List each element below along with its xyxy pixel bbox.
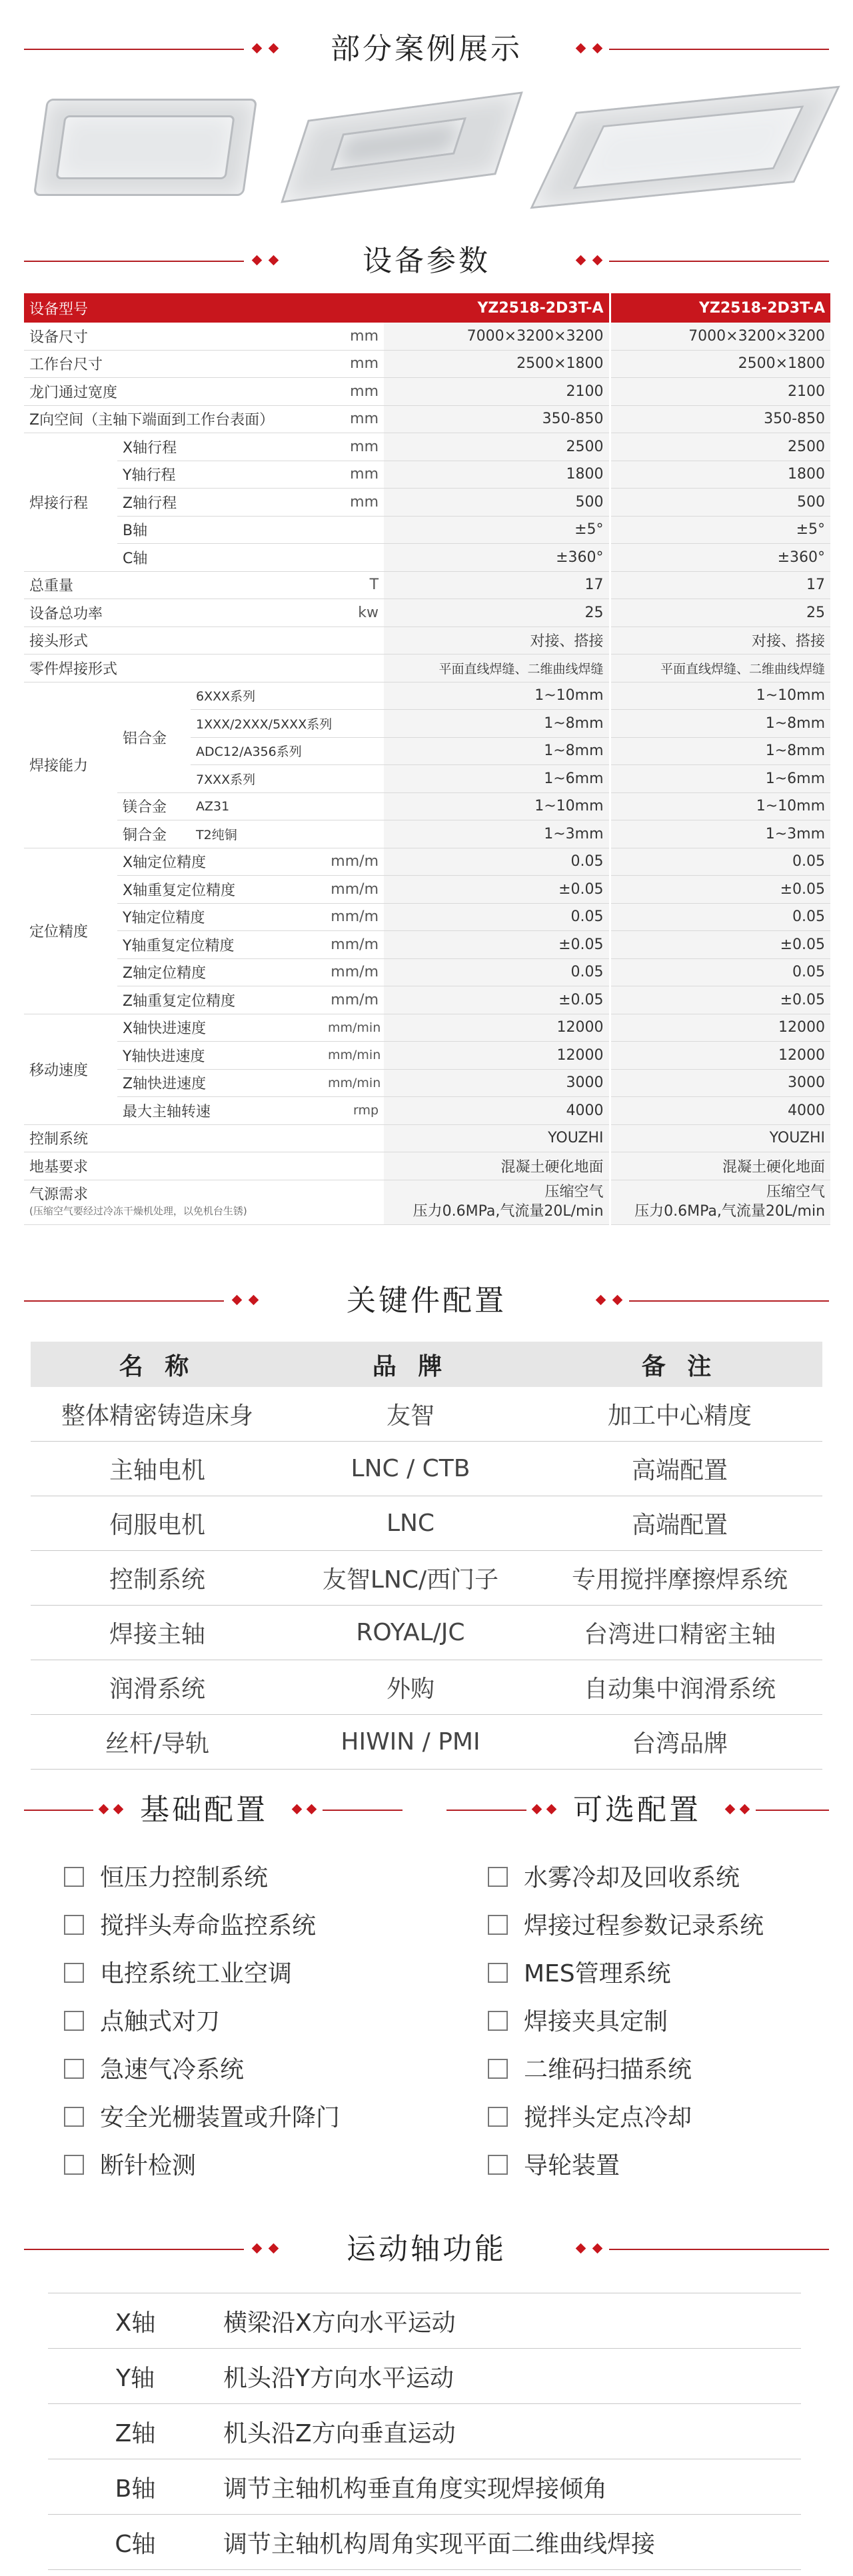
table-row (24, 433, 830, 461)
table-row (24, 350, 830, 378)
cell-note: 专用搅拌摩擦焊系统 (537, 1551, 822, 1606)
row-value-1: 平面直线焊缝、二维曲线焊缝 (384, 654, 610, 682)
row-label: 6XXX系列 (191, 682, 384, 710)
row-value-1: 1~10mm (384, 792, 610, 820)
cell-name: 丝杆/导轨 (31, 1715, 284, 1770)
row-value-1: 12000 (384, 1014, 610, 1042)
row-label: X轴行程 (117, 433, 323, 461)
case-photo-3 (546, 79, 826, 212)
cell-name: 控制系统 (31, 1551, 284, 1606)
table-row (24, 820, 830, 848)
list-item[interactable] (488, 1902, 764, 1950)
item-label: 电控系统工业空调 (100, 1960, 293, 1987)
table-row (24, 516, 830, 544)
row-value-2: 平面直线焊缝、二维曲线焊缝 (610, 654, 830, 682)
cell-note: 高端配置 (537, 1442, 822, 1496)
list-item[interactable] (488, 2094, 764, 2142)
section-equipment-header (0, 235, 853, 288)
table-row (48, 2349, 801, 2404)
section-optional-header (426, 1784, 853, 1837)
row-value-1: YOUZHI (384, 1124, 610, 1152)
cell-note: 自动集中润滑系统 (537, 1660, 822, 1715)
row-value-2: 1800 (610, 461, 830, 489)
list-item[interactable] (64, 1950, 340, 1998)
table-row (24, 627, 830, 654)
row-unit: mm (323, 323, 384, 350)
material-label: 铜合金 (117, 820, 191, 848)
table-row (48, 2515, 801, 2570)
axis-name: C轴 (48, 2515, 223, 2570)
checkbox[interactable] (488, 1867, 508, 1887)
row-value-2: 对接、搭接 (610, 627, 830, 654)
cell-note: 台湾品牌 (537, 1715, 822, 1770)
row-label: C轴 (117, 544, 323, 572)
air-type: 压缩空气 (766, 1183, 826, 1200)
table-row (24, 654, 830, 682)
row-value-2: 7000×3200×3200 (610, 323, 830, 350)
row-label: T2纯铜 (191, 820, 384, 848)
table-row (31, 1551, 822, 1606)
axis-name: Z轴 (48, 2404, 223, 2459)
table-row (24, 792, 830, 820)
row-label: ADC12/A356系列 (191, 737, 384, 765)
row-label: B轴 (117, 516, 323, 544)
row-value-2: ±360° (610, 544, 830, 572)
axis-desc: 调节主轴机构垂直角度实现焊接倾角 (223, 2459, 801, 2515)
column-header-note: 备 注 (537, 1342, 822, 1387)
case-photo-2 (280, 79, 526, 212)
row-value-1: 1~8mm (384, 737, 610, 765)
row-value-1: 混凝土硬化地面 (384, 1152, 610, 1180)
checkbox[interactable] (64, 1963, 84, 1983)
row-value-2: 0.05 (610, 958, 830, 986)
section-axis-title: 运动轴功能 (347, 2232, 506, 2266)
table-row (31, 1606, 822, 1660)
item-label: 导轮装置 (524, 2152, 620, 2179)
row-value-2 (610, 1180, 830, 1224)
axis-desc: 机头沿Y方向水平运动 (223, 2349, 801, 2404)
table-row (48, 2404, 801, 2459)
row-value-2: YOUZHI (610, 1124, 830, 1152)
row-value-2: ±0.05 (610, 876, 830, 904)
section-optional-title: 可选配置 (573, 1793, 701, 1827)
row-label: 地基要求 (24, 1152, 384, 1180)
row-value-1: ±5° (384, 516, 610, 544)
list-item[interactable] (488, 1998, 764, 2046)
row-unit: mm/m (323, 958, 384, 986)
table-row (31, 1715, 822, 1770)
row-value-1: 7000×3200×3200 (384, 323, 610, 350)
optional-config-list (488, 1854, 764, 2190)
table-row (31, 1496, 822, 1551)
row-unit: mm (323, 461, 384, 489)
checkbox[interactable] (64, 2059, 84, 2079)
list-item[interactable] (64, 1902, 340, 1950)
table-row (48, 2459, 801, 2515)
cell-brand: LNC (284, 1496, 537, 1551)
item-label: MES管理系统 (524, 1960, 671, 1987)
row-unit: mm (323, 350, 384, 378)
list-item[interactable] (488, 2046, 764, 2094)
row-label: Y轴快进速度 (117, 1042, 323, 1070)
row-unit: mm (323, 433, 384, 461)
row-label: 总重量 (24, 571, 323, 599)
axis-function-table (48, 2293, 801, 2570)
row-value-2: 350-850 (610, 405, 830, 433)
row-label: 接头形式 (24, 627, 384, 654)
row-unit: mm/min (323, 1042, 384, 1070)
row-value-2: 2100 (610, 378, 830, 406)
list-item[interactable] (64, 1998, 340, 2046)
row-unit: mm/m (323, 876, 384, 904)
section-key-config-title: 关键件配置 (347, 1284, 506, 1318)
row-label: 气源需求 (29, 1186, 89, 1204)
table-row (31, 1442, 822, 1496)
cell-name: 焊接主轴 (31, 1606, 284, 1660)
table-row (24, 571, 830, 599)
table-row (24, 405, 830, 433)
air-spec: 压力0.6MPa,气流量20L/min (413, 1202, 604, 1220)
row-value-1: 0.05 (384, 848, 610, 876)
row-value-2: 2500 (610, 433, 830, 461)
axis-name: X轴 (48, 2293, 223, 2349)
row-value-1: 1~6mm (384, 765, 610, 793)
row-value-1: 0.05 (384, 958, 610, 986)
section-basic-title: 基础配置 (140, 1793, 268, 1827)
cell-brand: ROYAL/JC (284, 1606, 537, 1660)
table-row (24, 378, 830, 406)
row-value-1: 1~8mm (384, 710, 610, 738)
row-label: Y轴行程 (117, 461, 323, 489)
row-value-2: 1~10mm (610, 792, 830, 820)
table-row (24, 323, 830, 350)
row-value-2: 12000 (610, 1014, 830, 1042)
row-value-2: 12000 (610, 1042, 830, 1070)
checkbox[interactable] (64, 2107, 84, 2127)
row-value-2: ±0.05 (610, 931, 830, 959)
cell-note: 台湾进口精密主轴 (537, 1606, 822, 1660)
row-value-1: 2500 (384, 433, 610, 461)
column-header-name: 名 称 (31, 1342, 284, 1387)
row-unit: mm/m (323, 848, 384, 876)
cell-note: 加工中心精度 (537, 1387, 822, 1442)
item-label: 二维码扫描系统 (524, 2056, 692, 2083)
air-note: (压缩空气要经过冷冻干燥机处理，以免机台生锈) (29, 1205, 247, 1218)
row-unit (323, 516, 384, 544)
row-value-2: 3000 (610, 1069, 830, 1097)
row-label: Z轴行程 (117, 489, 323, 517)
cell-brand: 外购 (284, 1660, 537, 1715)
table-header-row (31, 1342, 822, 1387)
row-label: 设备总功率 (24, 599, 323, 627)
table-row (48, 2293, 801, 2349)
table-row (24, 1042, 830, 1070)
row-value-1: 2500×1800 (384, 350, 610, 378)
row-label: 7XXX系列 (191, 765, 384, 793)
key-config-table (31, 1342, 822, 1770)
row-label: 控制系统 (24, 1124, 384, 1152)
table-row (24, 1014, 830, 1042)
row-value-1: 17 (384, 571, 610, 599)
checkbox[interactable] (64, 2011, 84, 2031)
row-value-1: ±0.05 (384, 876, 610, 904)
row-unit: mm (323, 378, 384, 406)
row-value-2: 2500×1800 (610, 350, 830, 378)
row-label: 1XXX/2XXX/5XXX系列 (191, 710, 384, 738)
material-label: 铝合金 (117, 682, 191, 792)
checkbox[interactable] (64, 1867, 84, 1887)
row-value-2: 混凝土硬化地面 (610, 1152, 830, 1180)
item-label: 恒压力控制系统 (100, 1864, 269, 1892)
row-value-1: 12000 (384, 1042, 610, 1070)
row-value-2: 1~8mm (610, 710, 830, 738)
table-row (24, 544, 830, 572)
table-row (31, 1660, 822, 1715)
row-value-2: 25 (610, 599, 830, 627)
row-label: Y轴重复定位精度 (117, 931, 323, 959)
cell-name: 主轴电机 (31, 1442, 284, 1496)
column-header-brand: 品 牌 (284, 1342, 537, 1387)
axis-desc: 机头沿Z方向垂直运动 (223, 2404, 801, 2459)
group-label: 定位精度 (24, 848, 117, 1014)
row-unit (323, 544, 384, 572)
row-value-1: 2100 (384, 378, 610, 406)
row-label: Z轴重复定位精度 (117, 986, 323, 1014)
row-unit: mm/m (323, 903, 384, 931)
table-row (24, 848, 830, 876)
list-item[interactable] (488, 2142, 764, 2190)
checkbox[interactable] (64, 2155, 84, 2175)
row-unit: kw (323, 599, 384, 627)
item-label: 点触式对刀 (100, 2008, 221, 2035)
row-unit: mm/min (323, 1014, 384, 1042)
row-unit: rmp (323, 1097, 384, 1125)
row-label: 最大主轴转速 (117, 1097, 323, 1125)
row-unit: mm/min (323, 1069, 384, 1097)
table-row (24, 489, 830, 517)
table-row (31, 1387, 822, 1442)
table-row (24, 1180, 830, 1224)
row-value-1: 4000 (384, 1097, 610, 1125)
row-value-1: 25 (384, 599, 610, 627)
row-unit: mm/m (323, 986, 384, 1014)
axis-name: Y轴 (48, 2349, 223, 2404)
group-label: 移动速度 (24, 1014, 117, 1124)
row-label: 龙门通过宽度 (24, 378, 323, 406)
row-unit: mm (323, 405, 384, 433)
air-label-cell (24, 1180, 384, 1224)
row-value-1: 1800 (384, 461, 610, 489)
row-unit: T (323, 571, 384, 599)
basic-config-list (64, 1854, 340, 2190)
row-value-1: 对接、搭接 (384, 627, 610, 654)
table-row (24, 461, 830, 489)
row-value-1 (384, 1180, 610, 1224)
item-label: 断针检测 (100, 2152, 197, 2179)
row-label: Y轴定位精度 (117, 903, 323, 931)
table-row (24, 682, 830, 710)
row-value-1: ±0.05 (384, 931, 610, 959)
row-value-2: 1~3mm (610, 820, 830, 848)
row-value-1: 500 (384, 489, 610, 517)
row-label: Z向空间（主轴下端面到工作台表面） (24, 405, 323, 433)
row-value-2: ±5° (610, 516, 830, 544)
section-key-config-header (0, 1274, 853, 1328)
row-value-2: 1~10mm (610, 682, 830, 710)
item-label: 水雾冷却及回收系统 (524, 1864, 740, 1892)
equipment-params-table (24, 293, 830, 1225)
cell-brand: 友智LNC/西门子 (284, 1551, 537, 1606)
row-label: 设备尺寸 (24, 323, 323, 350)
checkbox[interactable] (488, 1963, 508, 1983)
cell-name: 润滑系统 (31, 1660, 284, 1715)
cell-note: 高端配置 (537, 1496, 822, 1551)
table-row (24, 293, 830, 323)
axis-name: B轴 (48, 2459, 223, 2515)
air-type: 压缩空气 (544, 1183, 604, 1200)
row-value-2: ±0.05 (610, 986, 830, 1014)
table-row (24, 1097, 830, 1125)
table-row (24, 986, 830, 1014)
table-row (24, 903, 830, 931)
row-value-2: 4000 (610, 1097, 830, 1125)
list-item[interactable] (488, 1950, 764, 1998)
row-label: X轴重复定位精度 (117, 876, 323, 904)
cell-brand: 友智 (284, 1387, 537, 1442)
row-value-1: ±0.05 (384, 986, 610, 1014)
cell-brand: LNC / CTB (284, 1442, 537, 1496)
table-row (24, 931, 830, 959)
row-value-1: 3000 (384, 1069, 610, 1097)
row-value-2: 17 (610, 571, 830, 599)
material-label: 镁合金 (117, 792, 191, 820)
axis-desc: 横梁沿X方向水平运动 (223, 2293, 801, 2349)
item-label: 安全光栅装置或升降门 (100, 2104, 341, 2131)
case-photo-1 (33, 79, 260, 212)
cell-name: 整体精密铸造床身 (31, 1387, 284, 1442)
row-unit: mm/m (323, 931, 384, 959)
row-label: AZ31 (191, 792, 384, 820)
table-row (24, 1069, 830, 1097)
table-row (24, 876, 830, 904)
row-unit: mm (323, 489, 384, 517)
table-row (24, 958, 830, 986)
row-value-1: 1~10mm (384, 682, 610, 710)
item-label: 焊接过程参数记录系统 (524, 1912, 764, 1939)
section-axis-header (0, 2223, 853, 2276)
table-row (24, 599, 830, 627)
item-label: 搅拌头寿命监控系统 (100, 1912, 317, 1939)
checkbox[interactable] (64, 1915, 84, 1935)
checkbox[interactable] (488, 2107, 508, 2127)
list-item[interactable] (64, 1854, 340, 1902)
row-value-2: 1~6mm (610, 765, 830, 793)
table-row (24, 1152, 830, 1180)
row-value-2: 500 (610, 489, 830, 517)
group-label: 焊接行程 (24, 433, 117, 572)
row-value-2: 0.05 (610, 903, 830, 931)
list-item[interactable] (64, 2094, 340, 2142)
model-2: YZ2518-2D3T-A (610, 293, 830, 323)
row-label: X轴定位精度 (117, 848, 323, 876)
row-value-1: 0.05 (384, 903, 610, 931)
axis-desc: 调节主轴机构周角实现平面二维曲线焊接 (223, 2515, 801, 2570)
row-value-1: 1~3mm (384, 820, 610, 848)
list-item[interactable] (64, 2046, 340, 2094)
list-item[interactable] (488, 1854, 764, 1902)
row-value-1: 350-850 (384, 405, 610, 433)
row-label: Z轴快进速度 (117, 1069, 323, 1097)
item-label: 焊接夹具定制 (524, 2008, 668, 2035)
model-label: 设备型号 (24, 293, 384, 323)
group-label: 焊接能力 (24, 682, 117, 848)
row-label: 零件焊接形式 (24, 654, 384, 682)
section-cases-title: 部分案例展示 (331, 32, 522, 66)
row-label: X轴快进速度 (117, 1014, 323, 1042)
checkbox[interactable] (488, 2059, 508, 2079)
section-basic-header (0, 1784, 426, 1837)
item-label: 搅拌头定点冷却 (524, 2104, 692, 2131)
model-1: YZ2518-2D3T-A (384, 293, 610, 323)
item-label: 急速气冷系统 (100, 2056, 245, 2083)
row-value-2: 1~8mm (610, 737, 830, 765)
row-label: Z轴定位精度 (117, 958, 323, 986)
list-item[interactable] (64, 2142, 340, 2190)
row-value-1: ±360° (384, 544, 610, 572)
section-equipment-title: 设备参数 (363, 244, 490, 278)
cell-name: 伺服电机 (31, 1496, 284, 1551)
checkbox[interactable] (488, 2155, 508, 2175)
air-spec: 压力0.6MPa,气流量20L/min (634, 1202, 826, 1220)
cell-brand: HIWIN / PMI (284, 1715, 537, 1770)
checkbox[interactable] (488, 1915, 508, 1935)
row-value-2: 0.05 (610, 848, 830, 876)
row-label: 工作台尺寸 (24, 350, 323, 378)
table-row (24, 1124, 830, 1152)
checkbox[interactable] (488, 2011, 508, 2031)
section-cases-header (0, 23, 853, 76)
